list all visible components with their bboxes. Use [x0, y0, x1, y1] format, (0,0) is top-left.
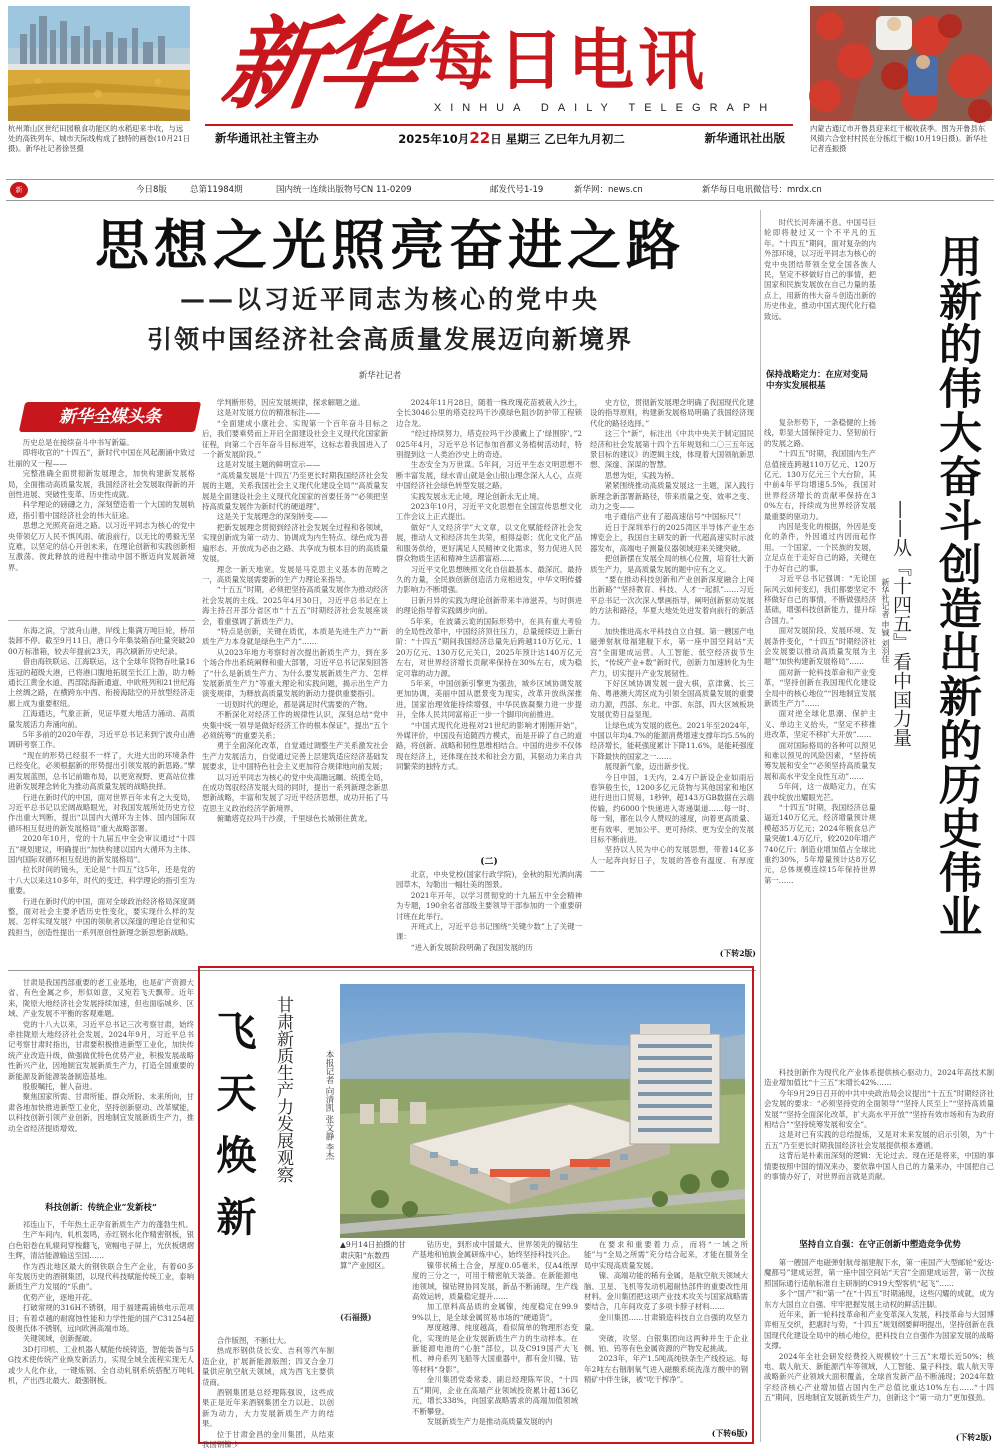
para: 2024年全社会研发经费投入规模较“十三五”末增长近50%；核电、载人航天、新能源汽车等领域，人工智能、量子科技、载人航天等战略新兴产业领域大面积覆盖，全球首发新产品不断涌现；2024年数字经济核心产业增加值占国内生产总值比重达10%左右……“十四五”期间，因地制宜发展新质生产力，创新这个“第一动力”更加强劲。 [764, 1351, 994, 1403]
para: 东海之滨，宁波舟山港，岸线上集满万吨巨轮，桥吊装卸不停。截至9月11日，港口今年集装箱吞吐量突破2000万标准箱，较去年提前23天，再次刷新历史纪录。 [8, 626, 195, 656]
para: 习近平文化思想映照文化自信最基本、最深沉、最持久的力量，全民族创新创造活力竞相迸发，中华文明传播力影响力不断增强。 [396, 564, 582, 595]
lead-column-3 [396, 398, 582, 853]
para: 钴历史，到形成中国最大、世界领先的镍钴生产基地和铂族金属研炼中心，始终坚持科技兴企。 [412, 1240, 578, 1260]
para: 酒钢集团是总经理陈强说，这些成果正是近年来酒钢集团全力以赴、以创新为动力，大力发展新质生产力的结果。 [202, 1388, 334, 1429]
lead-column-3b [396, 870, 582, 958]
para: 面对逆全球化思潮、保护主义、单边主义抬头，“坚定不移推进改革，坚定不移扩大开放”…… [764, 709, 876, 740]
feature-column-3 [412, 1240, 578, 1440]
right-intro-column [764, 218, 876, 366]
para: 电子通信产业有了超高速信号“中国标尺”！ [604, 512, 746, 522]
para: 时代长河奔涌不息。中国号巨轮即将驶过又一个不平凡的五年。“十四五”期间，面对复杂的内外部环境，以习近平同志为核心的党中央团结带领全党全国各族人民，坚定不移做好自己的事情，把国家和民族发展放在自己力量的基点上，用新的伟大奋斗创造出新的历史伟业，推动中国式现代化行稳致远。 [764, 218, 876, 321]
para: “现在的形势已经很不一样了，大进大出的环境条件已经变化，必须根据新的形势提出引领发展的新思路。”擘画发展蓝图，总书记前瞻布局，以更宽视野、更高站位推进新发展理念转化为推动高质量发展的战略抉择。 [8, 750, 195, 792]
sponsor: 新华通讯社主管主办 [215, 131, 319, 145]
para: 生态安全为万世谋。5年间，习近平生态文明思想不断丰富发展，绿水青山就是金山银山理念深入人心，点亮中国经济社会绿色转型发展之路。 [396, 460, 582, 491]
para: 加工原料高品质的金属镍，纯度稳定在99.99%以上，是全球金属贸易市场的“硬通货”。 [412, 1302, 578, 1322]
para: 2024年11月28日，随着一株玫瑰花苗被栽入沙土，全长3046公里的塔克拉玛干沙漠绿色阻沙防护带工程锁边合龙。 [396, 398, 582, 428]
right-section-title-1: 保持战略定力：在应对变局中夯实发展根基 [766, 370, 869, 391]
para: “十四五”时期，我国经济总量逼近140万亿元，经济增量预计规模超35万亿元；2024年粮食总产量突破1.4万亿斤，较2020年增产740亿斤；制造业增加值占全球比重约30%，5年增量预计达8万亿元，总体规模连续15年保持世界第一…… [764, 803, 876, 885]
feature-subtitle: 甘肃新质生产力发展观察 [273, 996, 293, 1183]
para: 思想为炬，实践为桥。 [604, 470, 679, 480]
para: 位于甘肃金昌的金川集团，从结束我国钢镍少 [202, 1429, 334, 1450]
feature-byline: 本报记者 向清凯 张文静 李杰 [324, 1050, 334, 1161]
right-vertical-subtitle: ——从『十四五』看中国力量 [890, 500, 912, 747]
xinhua-logo-icon: 新 [10, 182, 28, 198]
lead-column-1b [8, 626, 195, 956]
left-photo-caption: 杭州萧山区世纪田园粮食功能区的水稻迎来丰收，与远处的高铁列车、城市天际线构成了独特的画卷(10月21日摄)。新华社记者徐昱摄 [8, 124, 190, 153]
info-web[interactable]: 新华网：news.cn [574, 185, 643, 195]
para: 在要求和重要着力点，而将“一域之所能”与“全局之所需”充分结合起来，才能在服务全局中实现高质量发展。 [584, 1240, 748, 1270]
lead-subtitle-2: 引领中国经济社会高质量发展迈向新境界 [146, 325, 633, 354]
para: 面对发展阶段、发展环境、发展条件变化，“十四五”时期经济社会发展要以推动高质量发展为主题”“加快构建新发展格局”…… [764, 626, 876, 667]
lead-column-1 [8, 438, 195, 616]
right-section-title-2: 坚持自立自强：在守正创新中塑造竞争优势 [799, 1240, 961, 1250]
lead-headline: 思想之光照亮奋进之路 [95, 214, 685, 277]
right-column-3 [764, 1068, 994, 1234]
para: 实践发展永无止境，理论创新永无止境。 [410, 491, 544, 501]
feature-section-title: 科技创新：传统企业“发新枝” [45, 1203, 157, 1213]
masthead-title: 每日电讯 [428, 22, 708, 99]
info-issue: 总第11984期 [190, 185, 243, 195]
para: 拉长时间的镜头，无论是“十四五”这5年，还是党的十八大以来这10多年，时代的变迁、科学理论的指引至为重要。 [8, 865, 195, 896]
masthead-rule [205, 124, 793, 126]
para: 5年来，中国创新引擎更为强劲，城乡区域协调发展更加协调，美丽中国从愿景变为现实，改革开放纵深推进，国家治理效能持续增强，中华民族凝聚力进一步提升，全体人民共同富裕正一步一个脚印向前推进。 [396, 678, 582, 720]
lead-column-2 [202, 398, 388, 958]
para: 金川集团……甘肃锻造科技自立自强的攻坚力量。 [584, 1312, 748, 1333]
para: “经过持续努力，塔克拉玛干沙漠戴上了‘绿围脖’。”2025年4月，习近平总书记参加首都义务植树活动时，特别提到这一人类治沙史上的奇迹。 [396, 429, 582, 460]
info-wechat[interactable]: 新华每日电讯微信号：mrdx.cn [702, 185, 822, 195]
para: 这是对发展主题的鲜明宣示—— [216, 460, 321, 470]
right-column-2 [764, 418, 876, 1064]
continued-label-right[interactable]: (下转2版) [955, 1433, 992, 1442]
para: 俯瞰塔克拉玛干沙漠，千里绿色长城锁住黄龙。 [216, 814, 373, 824]
continued-label-lead[interactable]: (下转2版) [719, 949, 756, 958]
para: 以习近平同志为核心的党中央高瞻远瞩、统揽全局，在成功驾驭经济发展大局的同时，提出一系列新理念新思想新战略，丰富和发展了习近平经济思想，成功开拓了马克思主义政治经济学新境界。 [202, 772, 388, 813]
right-divider [760, 210, 761, 1442]
para: 近年来，新一轮科技革命和产业变革深入发展，科技革命与大国博弈相互交织，把惠时与势，“十四五”规划纲要鲜明提出，坚持创新在我国现代化建设全局中的核心地位，把科技自立自强作为国家发展的战略支撑。 [764, 1310, 994, 1351]
para: 这是对已有实践的总结提炼，又是对未来发展的启示引领，为“十五五”乃至更长时期我国经济社会发展提供根本遵循。 [764, 1130, 994, 1150]
para: 这三个“新”，标注出《中共中央关于制定国民经济和社会发展第十四个五年规划和二〇三五年远景目标的建议》的逻辑主线，体现着大国领航新思想、深邃、深谋的智慧。 [590, 429, 754, 470]
para: 5年间，这一战略定力，在实践中绽放出耀眼光芒。 [764, 782, 876, 802]
headline-badge-label: 新华全媒头条 [59, 407, 161, 427]
para: 这是关于发展理念的深刻转变—— [216, 512, 328, 522]
masthead-calligraphy: 新华 [215, 5, 421, 123]
para: 即将收官的“十四五”，新时代中国在风起潮涌中致过壮丽的又一程—— [8, 448, 195, 468]
masthead [0, 0, 1000, 178]
para: 思想之光照亮奋进之路。以习近平同志为核心的党中央带领亿万人民不惧风雨、破浪前行，以无比的勇毅无坚克难，以坚定的信心开创未来，在理论创新和实践创新相互激荡、彼此释放的进程中推动中国不断迈向发展新境界。 [8, 521, 195, 572]
para: 下好区域协调发展一盘大棋，京津冀、长三角、粤港澳大湾区成为引领全国高质量发展的重要动力源，西部、东北、中部、东部，四大区域板块发展优势日益显现。 [590, 678, 754, 720]
para: 殷殷嘱托，催人奋进。 [22, 1082, 97, 1092]
para: “进入新发展阶段明确了我国发展的历 [410, 942, 533, 952]
section-divider [8, 620, 195, 621]
para: 生产车间内，轧机轰鸣，赤红钢水化作精密钢板，银白色铝卷在轧辊间穿梭翻飞，宽幅电子屏上，光伏板熠熠生辉，清洁能源输送至国…… [8, 1230, 194, 1261]
publisher: 新华通讯社出版 [704, 131, 785, 145]
para: 甘肃是我国西部重要的老工业基地，也是矿产资源大省、有色金属之乡，形似如意，又宛若飞天飘带。近年来，陇原大地经济社会发展持续加速，但也面临城乡、区域、产业发展不平衡的客观难题。 [8, 978, 194, 1019]
date-prefix: 2025年10月 [398, 132, 470, 146]
para: 面对国际格局的各种可以预见和难以预见的风险因素，“坚持统筹发展和安全”“必须坚持高质量发展和高水平安全良性互动”…… [764, 740, 876, 781]
para: 近日于深圳举行的2025湾区半导体产业生态博览会上，我国自主研发的新一代超高速实时示波器发布，高端电子测量仪器领域迎来关键突破。 [590, 522, 754, 553]
para: 展现新气象，迈出新步伐。 [604, 762, 694, 772]
para: 科学理论的磅礴之力，深刻塑造着一个大国的发展轨迹，指引着中国经济社会的伟大征途。 [8, 500, 195, 520]
para: 这是对发展方位的精准标注—— [216, 408, 321, 418]
para: 发展新质生产力是推动高质量发展的内 [426, 1416, 553, 1426]
para: 加快推进高水平科技自立自强。第一艘国产电磁弹射航母福建舰下水，第一座中国空间站“天宫”全面建成运营。人工智能、低空经济拔节生长，“传统产业+数”新时代，创新力加速转化为生产力，切实提升产业发展韧性。 [590, 626, 754, 678]
para: 行进在新时代的中国，面对全球政治经济格局深度调整，面对社会主要矛盾历史性变化，要实现什么样的发展、怎样实现发展？中国的领航者以深邃的理论自觉和实践担当，创造性提出一系列原创性新理念新思想新战略。 [8, 896, 195, 937]
lead-column-4 [590, 398, 754, 946]
para: 2020年10月，党的十九届五中全会审议通过“十四五”规划建议，明确提出“加快构建以国内大循环为主体、国内国际双循环相互促进的新发展格局”。 [8, 834, 195, 864]
para: 科技创新作为现代化产业体系提供核心驱动力，2024年高技术制造业增加值比“十三五”末增长42%…… [764, 1068, 994, 1088]
para: 打破常规的316H不锈钢，用于福建霞浦核电示范项目；有着卓越的耐腐蚀性能和力学性能的国产C31254超级奥氏体不锈钢，远向欧洲高端市场。 [8, 1303, 194, 1334]
para: “十五五”时期，必须把坚持高质量发展作为推动经济社会发展的主线。2025年4月30日，习近平总书记在上海主持召开部分省区市“十五五”时期经济社会发展座谈会，着重强调了新质生产力。 [202, 585, 388, 626]
para: 江海通达，气象正新，见证华夏大地活力涌动、高质量发展活力奔涌向前。 [8, 709, 195, 729]
feature-photo-caption: ▲9月14日拍摄的甘肃庆阳“东数西算”产业园区。 [340, 1240, 406, 1271]
para: 完整准确全面贯彻新发展理念，加快构建新发展格局，全面推动高质量发展，我国经济社会发展取得新的开创性进展、突破性变革、历史性成就。 [8, 469, 195, 500]
para: 从2023年地方考察时首次提出新质生产力，到在多个场合作出系统阐释和重大部署，习近平总书记深刻回答了“什么是新质生产力、为什么要发展新质生产力、怎样发展新质生产力”等重大理论和实践问题，揭示出生产力演变规律，为释放高质量发展的新动力提供重要指引。 [202, 647, 388, 699]
para: 让绿色成为发展的底色。2021年至2024年，中国以年均4.7%的能源消费增速支撑年均5.5%的经济增长，能耗强度累计下降11.6%，是能耗强度下降最快的国家之一…… [590, 720, 754, 761]
right-vertical-title: 用新的伟大奋斗创造出新的历史伟业 [932, 234, 982, 938]
para: 2021年开年，以学习贯彻党的十九届五中全会精神为专题，190余名省部级主要领导干部参加的一个重要研讨班在此举行。 [396, 890, 582, 921]
para: 第一艘国产电磁弹射航母福建舰下水，第一座国产大型邮轮“爱达·魔都号”建成运营，第一座中国空间站“天宫”全面建成运营，第一次按照国际通行适航标准自主研制的C919大型客机“起飞”…… [764, 1258, 994, 1288]
para: 这背后是朴素而深刻的逻辑：无论过去、现在还是将来，中国的事情要按照中国的情况来办，要依靠中国人自己的力量来办，中国把自己的事情办好了，对世界而言就是贡献。 [764, 1151, 994, 1182]
right-photo-caption: 内蒙古通辽市开鲁县迎来红干椒收获季。图为开鲁县东风镇六合堂村村民在分拣红干椒(10月19日摄)。新华社记者连振摄 [810, 124, 988, 153]
para: 关键领域，创新掘破。 [22, 1334, 97, 1344]
para: “全面建成小康社会、实现第一个百年奋斗目标之后，我们要乘势而上开启全面建设社会主义现代化国家新征程，向第二个百年奋斗目标进军，这标志着我国进入了一个新发展阶段。” [202, 418, 388, 460]
para: 把新发展理念贯彻到经济社会发展全过程和各领域，实现创新成为第一动力、协调成为内生特点、绿色成为普遍形态、开放成为必由之路、共享成为根本目的的高质量发展。 [202, 522, 388, 564]
para: “十四五”时期，我国国内生产总值接连跨越110万亿元、120万亿元、130万亿元三个大台阶，其中前4年平均增速5.5%，我国对世界经济增长的贡献率保持在30%左右，持续成为世界经济发展最重要的驱动力。 [764, 449, 876, 521]
feature-title: 飞天焕新 [210, 1010, 256, 1258]
feature-column-2 [202, 1336, 334, 1450]
right-masthead-photo [810, 6, 992, 121]
para: 不断深化对经济工作的规律性认识，深刻总结“党中央集中统一领导是做好经济工作的根本保证”，提出“五个必须统筹”的重要关系； [202, 710, 388, 740]
para: “中国式现代化进程对21世纪的影响才刚刚开始”，外媒评价，中国没有追随西方模式，而是开辟了自己的道路，将创新、战略和韧性思维相结合。中国的进步不仅体现在经济上，还体现在技术和社会方面，其驱动力来自共同繁荣的独特方式。 [396, 720, 582, 772]
para: “特点是创新，关键在质优，本质是先进生产力”“新质生产力本身就是绿色生产力”…… [202, 626, 388, 647]
feature-photo-credit: (石福摄) [340, 1312, 372, 1322]
right-column-4 [764, 1258, 994, 1436]
para: 聚焦国家所需、甘肃所能、群众所盼、未来所向，甘肃各地加快推进新型工业化，坚持创新驱动、改革赋能，以科技创新引领产业创新，因地制宜发展新质生产力，推动全省经济提质增效。 [8, 1092, 194, 1133]
section-number: (二) [480, 857, 498, 867]
para: 5年多前的2020年春，习近平总书记来到宁波舟山港调研考察工作。 [8, 730, 195, 750]
masthead-dateline [215, 128, 785, 148]
feature-column-1 [8, 978, 194, 1200]
para: 借由海铁联运、江海联运，这个全球年货物吞吐量16连冠的超级大港，已将港口腹地拓展至长江上游，助力畅通长江黄金水道、西部陆海新通道、中欧班列和21世纪海上丝绸之路，在横跨东中西、衔接海陆空的开放型经济走廊上成为重要枢纽。 [8, 657, 195, 708]
date-day: 22 [469, 129, 491, 147]
para: 祁连山下，千年热土正孕育新质生产力的蓬勃生机。 [22, 1220, 193, 1229]
para: 做好“人文经济学”大文章，以文化赋能经济社会发展，推动人文和经济共生共荣，相得益彰；优化文化产品和服务供给，更好满足人民精神文化需求，努力促进人民群众物质生活和精神生活都富裕…… [396, 522, 582, 564]
para: 行进在新时代的中国，面对世界百年未有之大变局，习近平总书记以宏阔战略眼光，对我国发展所处历史方位作出重大判断，提出“以国内大循环为主体、国内国际双循环相互促进的新发展格局”重大战略部署。 [8, 792, 195, 833]
para: 作为西北地区最大的钢铁联合生产企业，有着60多年发展历史的酒钢集团，以现代科技赋能传统工业，泰响新质生产力发展的“乐曲”。 [8, 1261, 194, 1292]
para: 热成形钢供货长安、吉利等汽车制造企业，扩展新能源版图；四叉合金刀量供应航空航天领域，成为西飞主要供货商。 [202, 1346, 334, 1387]
para: 金川集团党委常委、副总经理陈军说，“十四五”期间，企业在高端产业领域投资累计超136亿元，增长338%，向国家战略需求的高端加值领域不断攀登。 [412, 1375, 578, 1416]
info-bar [6, 179, 994, 201]
para: 镍、高端功能的稀有金属，是航空航天领域大脑、卫星、飞机等发动机超耐热部件的重要改性用材料。金川集团把这项产业技术攻关与国家战略需要结合，几年间攻克了多项卡脖子材料…… [584, 1271, 748, 1312]
date-suffix: 日 星期三 乙巳年九月初二 [490, 132, 625, 146]
para: 日新月异的实践为理论创新带来丰沛滋养，与时俱进的理论指导着实践阔步向前。 [396, 595, 582, 616]
info-pages: 今日8版 [136, 185, 167, 195]
para: 历史总是在接续奋斗中书写新篇。 [22, 438, 134, 447]
para: 2023年10月，习近平文化思想在全国宣传思想文化工作会议上正式提出。 [396, 502, 582, 522]
para: 2023年，年产1.5吨高纯铁条生产线投运。每年2吨左右铟制氧气进入磁酸系统洗涤方酸中的钢精矿中伴生铼，被“吃干榨净”。 [584, 1354, 748, 1385]
lead-byline: 新华社记者 [358, 371, 402, 381]
para: 习近平总书记强调：“无论国际风云如何变幻，我们都要坚定不移做好自己的事情，不断做强经济基础，增强科技创新能力，提升综合国力。” [764, 574, 876, 625]
para: 面对新一轮科技革命和产业变革，“坚持创新在我国现代化建设全局中的核心地位”“因地制宜发展新质生产力”…… [764, 667, 876, 708]
para: 多个“国产”和“第一”在“十四五”时期涌现，这些闪耀的成就，成为东方大国自立自强、牢牢把握发展主动权的鲜活注脚。 [764, 1289, 994, 1309]
para: 坚持以人民为中心的发展思想，带着14亿多人一起奔向好日子，发展的答卷有温度、有厚度—— [590, 845, 754, 876]
para: 内因是变化的根据，外因是变化的条件，外因通过内因而起作用。一个国家、一个民族的发展，立足点在于走好自己的路，关键在于办好自己的事。 [764, 522, 876, 573]
para: 紧紧围绕推动高质量发展这一主题，深入践行新理念新部署新路径，带来质量之变、效率之变、动力之变—— [590, 481, 754, 512]
para: 开班式上，习近平总书记围绕“关键少数”上了关键一课： [396, 922, 582, 942]
para: 北京，中央党校(国家行政学院)，金秋的阳光洒向满园草木，勾勒出一幅壮美的图景。 [396, 870, 582, 890]
para: 5年来，在波谲云诡的国际形势中，在具有重大考验的全局性改革中，中国经济顶住压力，总量接续迈上新台阶：“十四五”期间我国经济总量先后跨越110万亿元、120万亿元、130万亿元关口，2025年预计达140万亿元左右，对世界经济增长贡献率保持在30%左右，成为稳定可靠的动力源。 [396, 616, 582, 678]
masthead-subtitle: XINHUA DAILY TELEGRAPH [433, 102, 777, 114]
right-vertical-byline: 新华社记者 申铖 刘羽佳 [881, 578, 890, 664]
para: 镍带状稀土合金，厚度0.05毫米，仅A4纸厚度的三分之一，可用于精密航天装备。在新能源电池领域，镍钴锂协同发展，新品不断涌现，生产线高效运转，质量稳定提升…… [412, 1260, 578, 1302]
feature-column-4 [584, 1240, 748, 1428]
feature-column-1b [8, 1220, 194, 1442]
para: 3D打印机、工业机器人赋能传统铸造，智能装备与5G技术使传统产业焕发新活力，实现全域全流程实现无人或少人化作业，一键炼钢、全自动轧钢系统搭配万吨轧机，产出西北最大、最强钢板。 [8, 1344, 194, 1386]
para: “高质量发展是‘十四五’乃至更长时期我国经济社会发展的主题，关系我国社会主义现代化建设全局”“高质量发展是全面建设社会主义现代化国家的首要任务”“必须把坚持高质量发展作为新时代的硬道理”。 [202, 470, 388, 512]
para: 优势产业，逐地开花。 [22, 1292, 97, 1302]
continued-label-feature[interactable]: (下转6版) [711, 1429, 748, 1438]
para: 史方位，贯彻新发展理念明确了我国现代化建设的指导原则，构建新发展格局明确了我国经济现代化的路径选择。” [590, 398, 754, 428]
para: 复杂形势下，一条稳健的上扬线，彰显大国保持定力、坚韧前行的发展之路。 [764, 418, 876, 448]
info-post: 邮发代号1-19 [490, 185, 544, 195]
para: 把创新摆在发展全局的核心位置，培育壮大新质生产力，是高质量发展的题中应有之义。 [590, 554, 754, 574]
para: 今日中国，1天内，2.4万户新设企业如雨后春笋般生长，1200多亿元货物与其他国家和地区进行进出口贸易，1秒钟，超143万GB数据在云端传输，约6000个快递进入寄递渠道……每一时、每一刻，都在以令人赞叹的速度，向着更高质量、更有效率、更加公平、更可持续、更为安全的发展目标不断前进。 [590, 772, 754, 845]
para: 今年9月29日召开的中共中央政治局会议提出“十五五”时期经济社会发展的要求：“必须坚持党的全面领导”“坚持人民至上”“坚持高质量发展”“坚持全面深化改革，扩大高水平开放”“坚持有效市场和有为政府相结合”“坚持统筹发展和安全”。 [764, 1088, 994, 1130]
lead-subtitle-1: ——以习近平同志为核心的党中央 [179, 285, 600, 314]
info-cn: 国内统一连续出版物号CN 11-0209 [276, 185, 412, 195]
para: 学判断形势，因应发展规律，探求解题之道。 [216, 398, 365, 407]
para: 勇于全面深化改革，自觉通过调整生产关系激发社会生产力发展活力，自觉通过完善上层建筑适应经济基础发展要求，让中国特色社会主义更加符合规律地向前发展； [202, 741, 388, 772]
para: 一切划时代的理论，都是满足时代需要的产物。 [216, 699, 373, 709]
para: 理念一新天地宽。发展是马克思主义基本的范畴之一，高质量发展需要新的生产力理论来指导。 [202, 564, 388, 584]
para: 党的十八大以来，习近平总书记三次考察甘肃，始终牵挂陇原大地经济社会发展。2024年9月，习近平总书记考察甘肃时指出，甘肃要积极推进新型工业化，加快传统产业改造升级，做强做优特色优势产业，积极发展战略性新兴产业，因地制宜发展新质生产力，打造全国重要的新能源及新能源装备制造基地。 [8, 1019, 194, 1081]
para: 突破，攻坚。白银集团向这两种并生于企业侧、铂、钨等有色金属资源的产物发起挑战。 [584, 1333, 748, 1354]
left-masthead-photo [8, 6, 190, 121]
feature-photo [340, 984, 745, 1238]
para: “要在推动科技创新和产业创新深度融合上闯出新路”“坚持教育、科技、人才一起抓”……习近平总书记一次次深入擘画指导，阐明创新驱动发展的方法和路径，华夏大地处处迸发着向前行的新活力。 [590, 574, 754, 626]
date [398, 128, 624, 148]
para: 合作版图，不断壮大。 [216, 1336, 291, 1345]
para: 厚度越薄、纯度越高，看似简单的物理形态变化，实现的是企业发展新质生产力的生动样本。在新能源电池的“心脏”部位，以及C919国产大飞机、神舟系列飞船等大国重器中，都有金川镍、钴等材料“身影”。 [412, 1323, 578, 1374]
